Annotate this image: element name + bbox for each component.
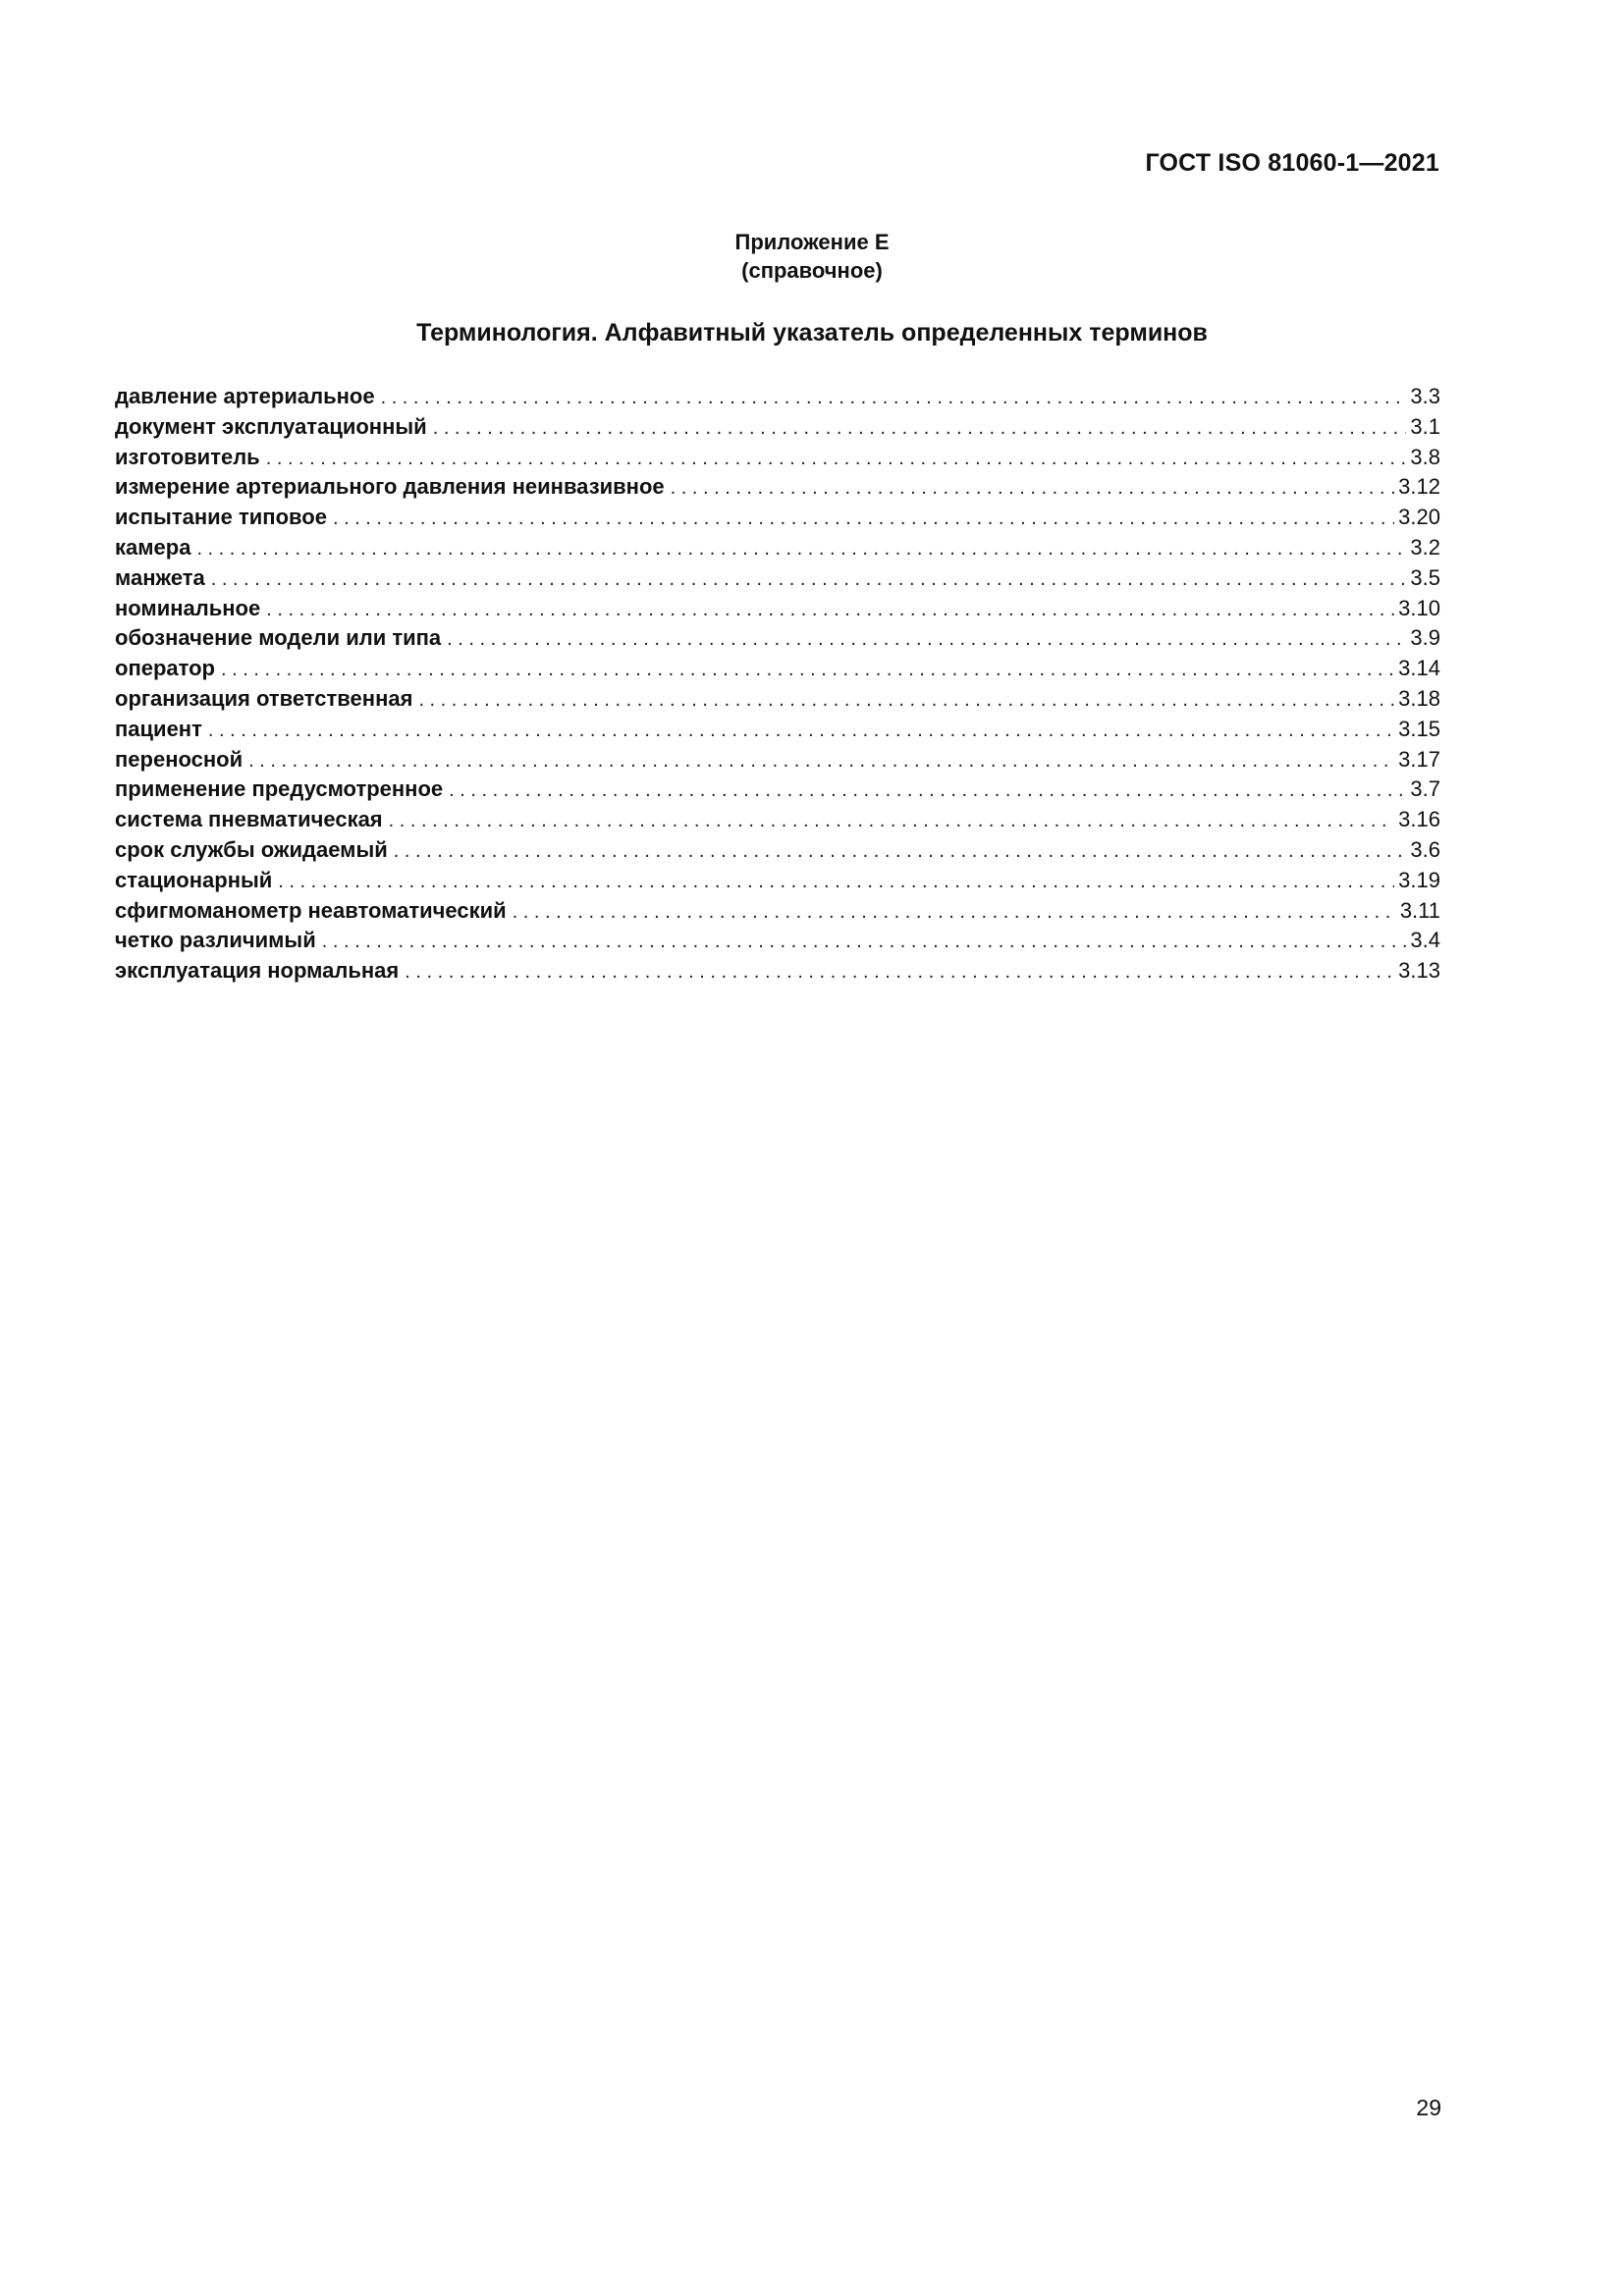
index-term: оператор [115,656,215,681]
index-entry [115,774,1440,805]
index-ref: 3.11 [1399,897,1440,923]
page-title: Терминология. Алфавитный указатель определенных терминов [416,319,1208,347]
appendix-heading [0,228,1624,285]
index-ref: 3.13 [1398,958,1440,984]
dot-leader [211,564,1407,594]
dot-leader [513,897,1396,927]
index-entry [115,382,1440,412]
index-term: сфигмоманометр неавтоматический [115,897,507,923]
dot-leader [671,473,1395,503]
index-ref: 3.8 [1410,444,1440,469]
index-term: камера [115,534,191,560]
index-term: стационарный [115,867,273,892]
index-ref: 3.5 [1410,564,1440,590]
index-ref: 3.20 [1398,505,1440,530]
dot-leader [405,957,1394,987]
index-term: четко различимый [115,928,316,953]
index-term: переносной [115,746,244,772]
index-ref: 3.19 [1398,867,1440,892]
index-ref: 3.7 [1410,776,1440,802]
index-entry [115,926,1440,956]
dot-leader [433,413,1407,443]
index-ref: 3.3 [1410,384,1440,408]
dot-leader [333,504,1394,533]
index-ref: 3.12 [1398,474,1440,500]
page-number: 29 [1416,2095,1441,2120]
index-ref: 3.15 [1398,716,1440,741]
index-term: пациент [115,716,202,741]
index-entry [115,443,1440,473]
index-entry [115,412,1440,443]
index-term: измерение артериального давления неинвазивное [115,474,665,500]
index-entry [115,503,1440,533]
term-index [115,382,1440,987]
dot-leader [248,746,1394,775]
index-entry [115,715,1440,745]
index-term: документ эксплуатационный [115,413,427,439]
index-term: манжета [115,564,205,590]
index-entry [115,745,1440,775]
dot-leader [418,685,1394,715]
index-entry [115,594,1440,624]
index-term: испытание типовое [115,505,327,530]
appendix-type: (справочное) [741,258,883,283]
dot-leader [394,836,1407,866]
index-ref: 3.4 [1410,928,1440,953]
dot-leader [196,534,1406,563]
index-entry [115,896,1440,927]
index-ref: 3.16 [1398,807,1440,832]
index-term: применение предусмотренное [115,776,444,802]
index-entry [115,684,1440,715]
index-ref: 3.2 [1410,534,1440,560]
index-ref: 3.17 [1398,746,1440,772]
dot-leader [221,655,1394,684]
index-term: система пневматическая [115,807,383,832]
dot-leader [266,444,1407,473]
dot-leader [381,383,1407,412]
index-ref: 3.14 [1398,656,1440,681]
index-term: давление артериальное [115,384,375,408]
index-ref: 3.10 [1398,595,1440,620]
index-term: номинальное [115,595,261,620]
index-entry [115,623,1440,654]
index-term: организация ответственная [115,685,413,711]
dot-leader [278,867,1394,896]
index-term: эксплуатация нормальная [115,958,400,984]
index-term: срок службы ожидаемый [115,836,388,862]
dot-leader [447,624,1406,654]
index-ref: 3.6 [1410,836,1440,862]
index-entry [115,956,1440,987]
index-term: изготовитель [115,444,260,469]
index-ref: 3.9 [1410,625,1440,651]
index-entry [115,563,1440,594]
document-standard-header: ГОСТ ISO 81060-1—2021 [1145,149,1439,177]
appendix-label: Приложение Е [734,230,890,254]
index-ref: 3.1 [1410,413,1440,439]
dot-leader [322,927,1407,956]
index-entry [115,835,1440,866]
index-ref: 3.18 [1398,685,1440,711]
index-entry [115,472,1440,503]
index-entry [115,805,1440,835]
index-term: обозначение модели или типа [115,625,442,651]
dot-leader [449,775,1406,805]
dot-leader [266,595,1394,624]
index-entry [115,654,1440,684]
index-entry [115,533,1440,563]
index-entry [115,866,1440,896]
dot-leader [208,716,1394,745]
dot-leader [389,806,1395,835]
